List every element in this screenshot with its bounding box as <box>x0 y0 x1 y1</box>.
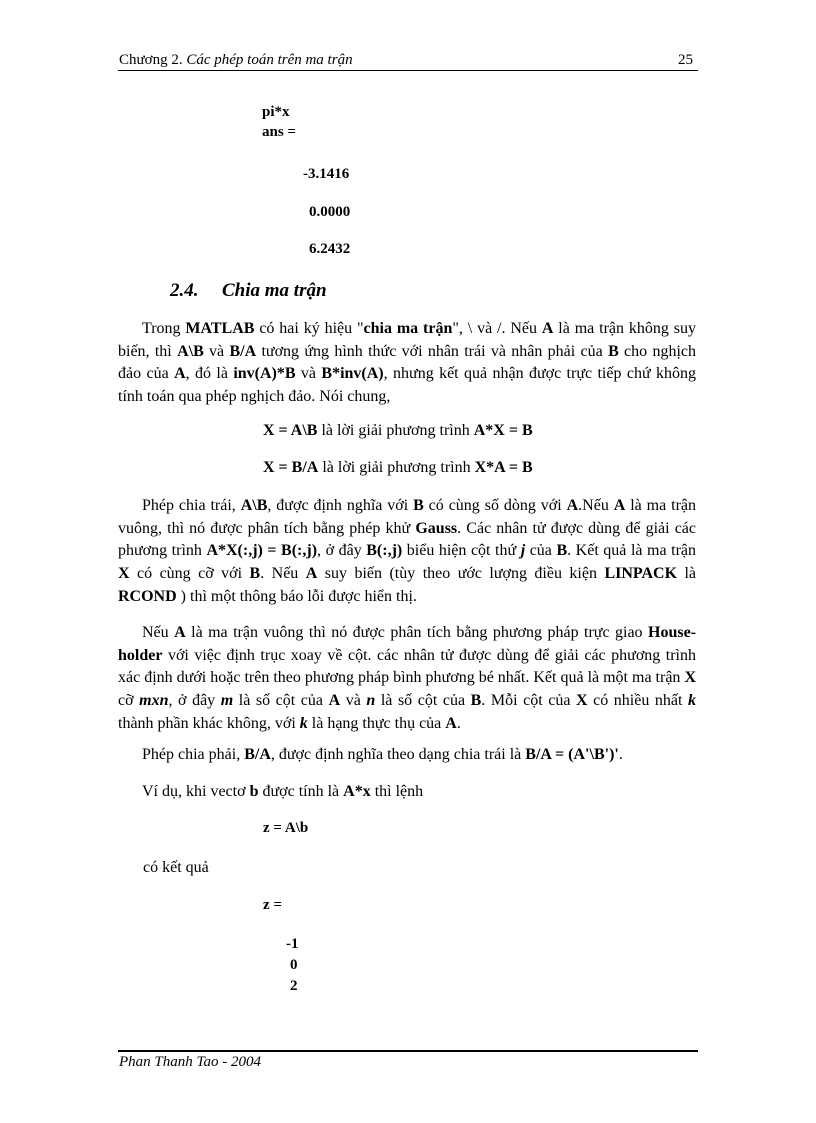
ans-value-1: -3.1416 <box>303 166 350 182</box>
ans-value-2: 0.0000 <box>309 204 351 220</box>
header-divider <box>118 70 698 71</box>
paragraph-example: Ví dụ, khi vectơ b được tính là A*x thì lệnh <box>142 783 424 800</box>
section-number: 2.4. <box>170 280 199 301</box>
equation-right-division: X = B/A là lời giải phương trình X*A = B <box>263 459 533 476</box>
header-chapter-title <box>119 52 353 69</box>
equation-left-division: X = A\B là lời giải phương trình A*X = B <box>263 422 533 439</box>
footer-divider <box>118 1050 698 1052</box>
paragraph-left-division: Phép chia trái, A\B, được định nghĩa với B có cùng số dòng với A.Nếu A là ma trận vuông, thì nó được phân tích bằng phép khử Gauss. Các nhân tử được dùng để giải các phương trình A*X(:,j) = B(:,j), ở đây B(:,j) biểu hiện cột thứ j của B. Kết quả là ma trận X có cùng cỡ với B. Nếu A suy biến (tùy theo ước lượng điều kiện LINPACK là RCOND ) thì một thông báo lỗi được hiển thị. <box>118 497 697 605</box>
paragraph-intro: Trong MATLAB có hai ký hiệu "chia ma trận", \ và /. Nếu A là ma trận không suy biến, thì A\B và B/A tương ứng hình thức với nhân trái và nhân phải của B cho nghịch đảo của A, đó là inv(A)*B và B*inv(A), nhưng kết quả nhận được trực tiếp chứ không tính toán qua phép nghịch đảo. Nói chung, <box>118 320 697 406</box>
footer-author: Phan Thanh Tao - 2004 <box>119 1054 261 1070</box>
z-value-2: 0 <box>290 957 298 973</box>
paragraph-householder: Nếu A là ma trận vuông thì nó được phân tích bằng phương pháp trực giao House-holder với việc định trục xoay về cột. các nhân tử được dùng để giải các phương trình xác định dưới hoặc trên theo phương pháp bình phương bé nhất. Kết quả là một ma trận X cỡ mxn, ở đây m là số cột của A và n là số cột của B. Mỗi cột của X có nhiều nhất k thành phần khác không, với k là hạng thực thụ của A. <box>118 624 697 732</box>
paragraph-right-division: Phép chia phải, B/A, được định nghĩa theo dạng chia trái là B/A = (A'\B')'. <box>142 746 623 763</box>
result-intro-text: có kết quả <box>143 859 209 876</box>
ans-value-3: 6.2432 <box>309 241 351 257</box>
chapter-title: Các phép toán trên ma trận <box>186 52 353 68</box>
code-line-z-label: z = <box>263 897 282 913</box>
code-line-z-command: z = A\b <box>263 820 309 836</box>
code-line-ans: ans = <box>262 124 296 140</box>
section-heading <box>170 280 327 302</box>
section-title: Chia ma trận <box>222 280 327 301</box>
code-line-pix: pi*x <box>262 104 290 120</box>
z-value-3: 2 <box>290 978 298 994</box>
page-number: 25 <box>678 52 693 68</box>
z-value-1: -1 <box>286 936 299 952</box>
chapter-prefix: Chương 2. <box>119 52 183 68</box>
